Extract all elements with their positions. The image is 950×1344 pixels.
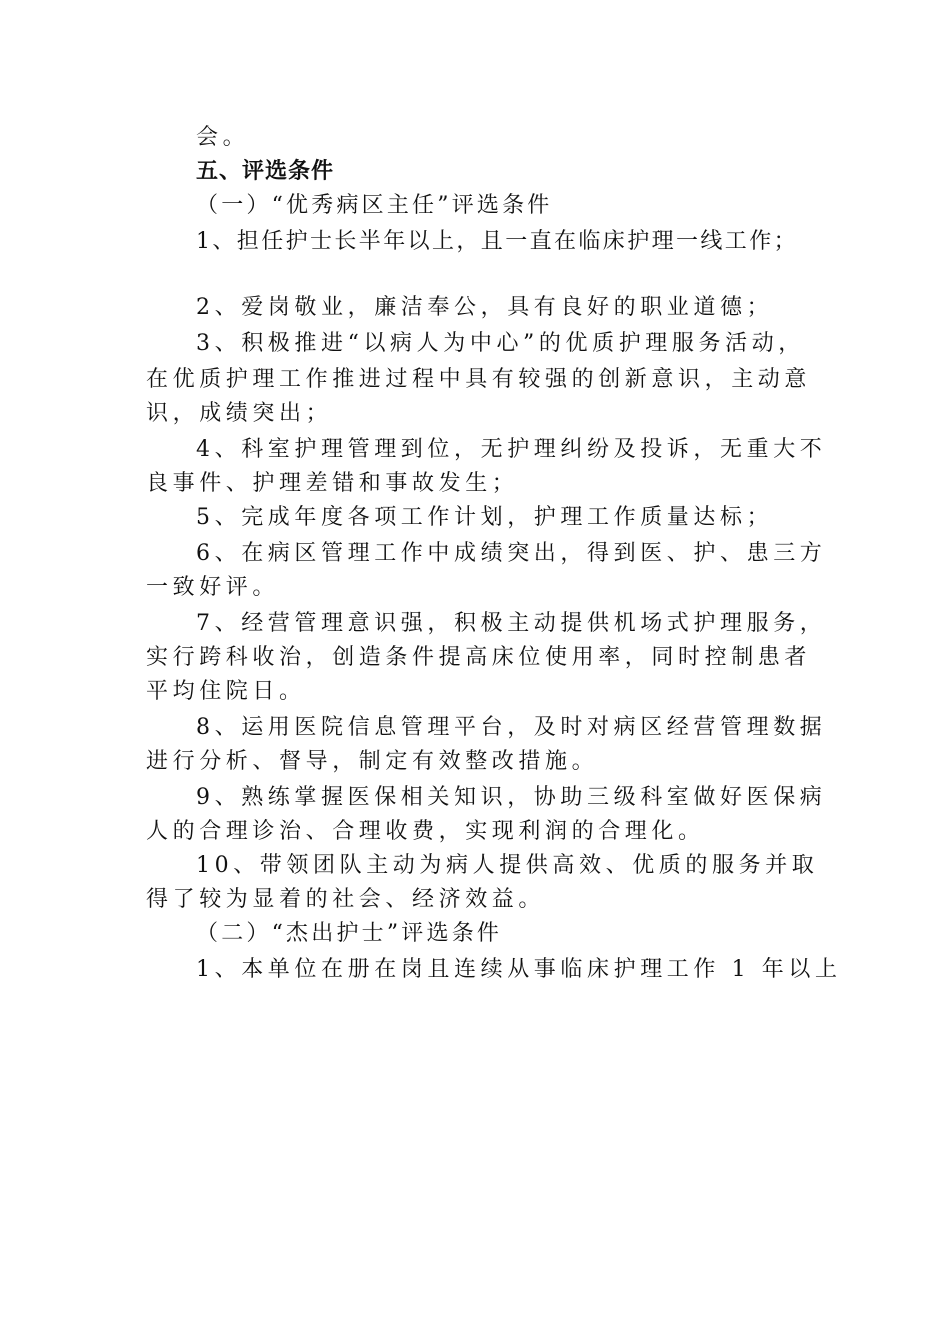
subsection-heading: （二）“杰出护士”评选条件 — [196, 921, 503, 946]
text-line: 良事件、护理差错和事故发生； — [146, 471, 519, 496]
text-line: 得了较为显着的社会、经济效益。 — [146, 887, 546, 912]
text-line: 一致好评。 — [146, 575, 280, 600]
text-line: 10、带领团队主动为病人提供高效、优质的服务并取 — [196, 853, 819, 878]
text-line: 进行分析、督导，制定有效整改措施。 — [146, 749, 599, 774]
section-heading: 五、评选条件 — [196, 159, 335, 184]
text-line: 2、爱岗敬业，廉洁奉公，具有良好的职业道德； — [196, 295, 774, 320]
text-line: 实行跨科收治，创造条件提高床位使用率，同时控制患者 — [146, 645, 812, 670]
text-line: 1、担任护士长半年以上，且一直在临床护理一线工作； — [196, 229, 798, 254]
text-line: 1、本单位在册在岗且连续从事临床护理工作 1 年以上 — [196, 957, 842, 982]
text-line: 在优质护理工作推进过程中具有较强的创新意识，主动意 — [146, 367, 812, 392]
subsection-heading: （一）“优秀病区主任”评选条件 — [196, 193, 553, 218]
text-line: 5、完成年度各项工作计划，护理工作质量达标； — [196, 505, 774, 530]
text-line: 3、积极推进“以病人为中心”的优质护理服务活动， — [196, 331, 805, 356]
text-line: 6、在病区管理工作中成绩突出，得到医、护、患三方 — [196, 541, 827, 566]
text-line: 识，成绩突出； — [146, 401, 333, 426]
text-line: 4、科室护理管理到位，无护理纠纷及投诉，无重大不 — [196, 437, 827, 462]
text-line: 9、熟练掌握医保相关知识，协助三级科室做好医保病 — [196, 785, 827, 810]
text-line: 7、经营管理意识强，积极主动提供机场式护理服务， — [196, 611, 827, 636]
text-line: 会。 — [196, 125, 250, 150]
text-line: 8、运用医院信息管理平台，及时对病区经营管理数据 — [196, 715, 827, 740]
text-line: 人的合理诊治、合理收费，实现利润的合理化。 — [146, 819, 705, 844]
text-line: 平均住院日。 — [146, 679, 306, 704]
